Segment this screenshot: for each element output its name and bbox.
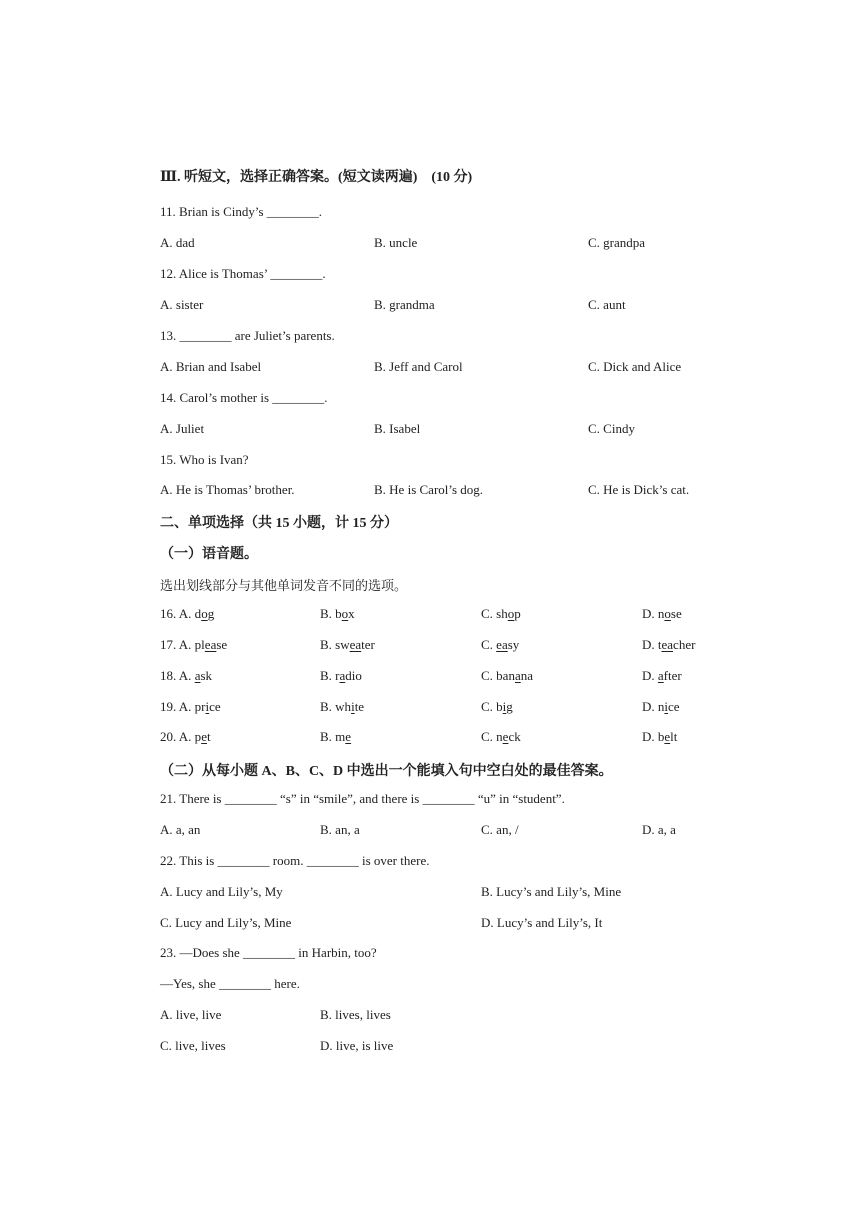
option-d[interactable] bbox=[642, 699, 680, 715]
option-d[interactable] bbox=[642, 637, 695, 653]
underlined-letters: ea bbox=[349, 637, 362, 652]
word-suffix: se bbox=[670, 606, 682, 621]
question-23-reply: —Yes, she ________ here. bbox=[160, 976, 300, 991]
underlined-letters: e bbox=[502, 729, 509, 744]
word-suffix: te bbox=[354, 699, 365, 714]
word-prefix: C. n bbox=[481, 729, 503, 744]
option-a[interactable]: A. He is Thomas’ brother. bbox=[160, 482, 295, 497]
question-22-stem: 22. This is ________ room. ________ is over there. bbox=[160, 853, 430, 868]
word-prefix: A. bbox=[178, 668, 195, 683]
word-prefix: C. bbox=[481, 637, 497, 652]
option-a[interactable] bbox=[160, 699, 221, 715]
word-prefix: D. n bbox=[642, 699, 665, 714]
grammar-heading: （二）从每小题 A、B、C、D 中选出一个能填入句中空白处的最佳答案。 bbox=[160, 764, 613, 779]
underlined-letters: o bbox=[507, 606, 515, 621]
question-12-stem: 12. Alice is Thomas’ ________. bbox=[160, 266, 326, 281]
underlined-letters: o bbox=[664, 606, 671, 621]
underlined-letters: e bbox=[201, 729, 207, 744]
option-a[interactable]: A. Brian and Isabel bbox=[160, 359, 262, 374]
question-15-options bbox=[160, 482, 760, 500]
question-21-stem: 21. There is ________ “s” in “smile”, and there is ________ “u” in “student”. bbox=[160, 791, 565, 806]
word-prefix: C. ban bbox=[481, 668, 515, 683]
question-11-stem: 11. Brian is Cindy’s ________. bbox=[160, 204, 323, 219]
question-12-options bbox=[160, 297, 760, 315]
word-suffix: ce bbox=[209, 699, 221, 714]
underlined-letters: ea bbox=[204, 637, 217, 652]
question-22-options-cd bbox=[160, 915, 760, 933]
option-b[interactable] bbox=[320, 637, 375, 653]
word-prefix: A. pl bbox=[178, 637, 205, 652]
option-b[interactable]: B. Isabel bbox=[374, 421, 421, 436]
question-13-stem: 13. ________ are Juliet’s parents. bbox=[160, 328, 335, 343]
option-c[interactable]: C. He is Dick’s cat. bbox=[588, 482, 690, 497]
underlined-letters: i bbox=[664, 699, 669, 714]
word-prefix: D. t bbox=[642, 637, 662, 652]
option-b[interactable] bbox=[320, 729, 351, 745]
option-d[interactable]: D. a, a bbox=[642, 822, 676, 837]
section-3-heading: Ⅲ. 听短文，选择正确答案。(短文读两遍) (10 分) bbox=[160, 170, 473, 185]
word-suffix: sk bbox=[200, 668, 213, 683]
phonetics-question-20 bbox=[160, 729, 760, 747]
underlined-letters: ea bbox=[661, 637, 674, 652]
word-suffix: lt bbox=[670, 729, 678, 744]
word-prefix: D. b bbox=[642, 729, 665, 744]
word-prefix: B. m bbox=[320, 729, 346, 744]
word-prefix: A. d bbox=[178, 606, 202, 621]
phonetics-question-18 bbox=[160, 668, 760, 686]
option-a[interactable]: A. sister bbox=[160, 297, 204, 312]
underlined-letters: a bbox=[194, 668, 201, 683]
question-23-options-cd bbox=[160, 1038, 760, 1056]
word-suffix: na bbox=[520, 668, 534, 683]
question-14-options bbox=[160, 421, 760, 439]
question-22-options-ab bbox=[160, 884, 760, 902]
underlined-letters: i bbox=[502, 699, 507, 714]
option-b[interactable] bbox=[320, 606, 355, 622]
word-suffix: ter bbox=[361, 637, 375, 652]
phonetics-question-16 bbox=[160, 606, 760, 624]
option-b[interactable]: B. Jeff and Carol bbox=[374, 359, 463, 374]
option-c[interactable]: C. aunt bbox=[588, 297, 626, 312]
word-suffix: se bbox=[216, 637, 228, 652]
word-prefix: B. wh bbox=[320, 699, 352, 714]
question-number: 18. bbox=[160, 668, 179, 683]
underlined-letters: a bbox=[514, 668, 521, 683]
option-a[interactable] bbox=[160, 606, 214, 622]
question-number: 17. bbox=[160, 637, 179, 652]
question-13-options bbox=[160, 359, 760, 377]
option-c[interactable]: C. Lucy and Lily’s, Mine bbox=[160, 915, 292, 930]
word-suffix: sy bbox=[507, 637, 520, 652]
option-d[interactable] bbox=[642, 668, 682, 684]
word-prefix: A. p bbox=[178, 729, 202, 744]
question-number: 19. bbox=[160, 699, 179, 714]
option-b[interactable]: B. an, a bbox=[320, 822, 360, 837]
word-prefix: B. b bbox=[320, 606, 342, 621]
word-prefix: C. b bbox=[481, 699, 503, 714]
underlined-letters: e bbox=[345, 729, 352, 744]
question-23-stem: 23. —Does she ________ in Harbin, too? bbox=[160, 945, 377, 960]
question-23-options-ab bbox=[160, 1007, 760, 1025]
option-d[interactable] bbox=[642, 729, 677, 745]
underlined-letters: o bbox=[201, 606, 208, 621]
option-b[interactable] bbox=[320, 699, 364, 715]
underlined-letters: e bbox=[664, 729, 671, 744]
option-c[interactable] bbox=[481, 668, 533, 684]
question-number: 20. bbox=[160, 729, 179, 744]
word-suffix: t bbox=[206, 729, 211, 744]
option-b[interactable]: B. lives, lives bbox=[320, 1007, 391, 1022]
option-a[interactable]: A. a, an bbox=[160, 822, 201, 837]
option-a[interactable]: A. Lucy and Lily’s, My bbox=[160, 884, 283, 899]
underlined-letters: a bbox=[339, 668, 346, 683]
question-15-stem: 15. Who is Ivan? bbox=[160, 452, 249, 467]
word-prefix: D. bbox=[642, 668, 658, 683]
option-d[interactable]: D. Lucy’s and Lily’s, It bbox=[481, 915, 603, 930]
part-2-heading: 二、单项选择（共 15 小题，计 15 分） bbox=[160, 516, 398, 531]
option-b[interactable]: B. He is Carol’s dog. bbox=[374, 482, 484, 497]
underlined-letters: i bbox=[205, 699, 210, 714]
word-suffix: x bbox=[348, 606, 355, 621]
underlined-letters: i bbox=[351, 699, 355, 714]
option-a[interactable] bbox=[160, 637, 227, 653]
option-b[interactable]: B. Lucy’s and Lily’s, Mine bbox=[481, 884, 622, 899]
option-a[interactable] bbox=[160, 729, 211, 745]
word-suffix: ce bbox=[668, 699, 680, 714]
option-c[interactable] bbox=[481, 606, 521, 622]
option-d[interactable]: D. live, is live bbox=[320, 1038, 394, 1053]
option-c[interactable]: C. an, / bbox=[481, 822, 519, 837]
question-21-options bbox=[160, 822, 760, 840]
word-suffix: cher bbox=[673, 637, 696, 652]
option-c[interactable]: C. Cindy bbox=[588, 421, 635, 436]
option-b[interactable]: B. grandma bbox=[374, 297, 435, 312]
option-a[interactable]: A. live, live bbox=[160, 1007, 222, 1022]
option-c[interactable] bbox=[481, 637, 519, 653]
option-c[interactable] bbox=[481, 729, 521, 745]
question-number: 16. bbox=[160, 606, 179, 621]
underlined-letters: o bbox=[341, 606, 349, 621]
word-prefix: C. sh bbox=[481, 606, 508, 621]
question-11-options bbox=[160, 235, 760, 253]
phonetics-question-17 bbox=[160, 637, 760, 655]
option-b[interactable]: B. uncle bbox=[374, 235, 418, 250]
word-prefix: B. sw bbox=[320, 637, 350, 652]
word-prefix: D. n bbox=[642, 606, 665, 621]
option-a[interactable]: A. Juliet bbox=[160, 421, 205, 436]
option-a[interactable] bbox=[160, 668, 212, 684]
option-a[interactable]: A. dad bbox=[160, 235, 195, 250]
word-prefix: B. r bbox=[320, 668, 340, 683]
option-d[interactable] bbox=[642, 606, 682, 622]
phonetics-instruction: 选出划线部分与其他单词发音不同的选项。 bbox=[160, 578, 408, 593]
word-suffix: p bbox=[514, 606, 521, 621]
option-c[interactable] bbox=[481, 699, 513, 715]
word-prefix: A. pr bbox=[178, 699, 206, 714]
word-suffix: fter bbox=[663, 668, 682, 683]
option-c[interactable]: C. live, lives bbox=[160, 1038, 226, 1053]
underlined-letters: ea bbox=[496, 637, 508, 652]
word-suffix: dio bbox=[345, 668, 362, 683]
option-b[interactable] bbox=[320, 668, 362, 684]
phonetics-question-19 bbox=[160, 699, 760, 717]
question-14-stem: 14. Carol’s mother is ________. bbox=[160, 390, 328, 405]
word-suffix: ck bbox=[508, 729, 521, 744]
option-c[interactable]: C. grandpa bbox=[588, 235, 646, 250]
option-c[interactable]: C. Dick and Alice bbox=[588, 359, 682, 374]
word-suffix: g bbox=[207, 606, 215, 621]
underlined-letters: a bbox=[657, 668, 664, 683]
phonetics-heading: （一）语音题。 bbox=[160, 547, 258, 562]
word-suffix: g bbox=[506, 699, 513, 714]
